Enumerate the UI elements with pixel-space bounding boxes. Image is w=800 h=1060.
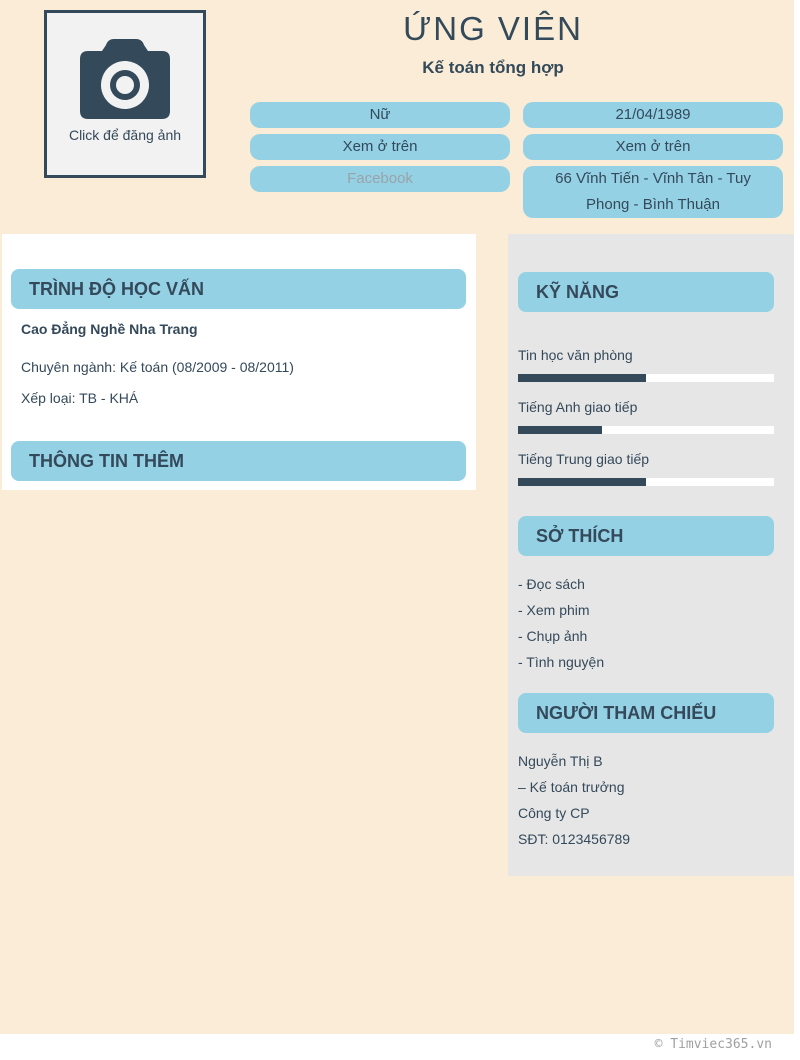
candidate-name[interactable]: ỨNG VIÊN: [403, 10, 583, 47]
hobby-item[interactable]: - Tình nguyện: [518, 654, 605, 670]
skill-level-fill: [518, 426, 602, 434]
education-grade[interactable]: Xếp loại: TB - KHÁ: [21, 390, 139, 406]
skill-label[interactable]: Tiếng Trung giao tiếp: [518, 451, 650, 467]
job-position[interactable]: Kế toán tổng hợp: [422, 58, 564, 77]
hobby-item[interactable]: - Chụp ảnh: [518, 628, 588, 644]
hobby-item[interactable]: - Đọc sách: [518, 576, 585, 592]
skill-label[interactable]: Tiếng Anh giao tiếp: [518, 399, 638, 415]
skill-level-bar: [518, 426, 774, 434]
education-major[interactable]: Chuyên ngành: Kế toán (08/2009 - 08/2011): [21, 359, 294, 375]
skill-level-fill: [518, 478, 646, 486]
address-field[interactable]: 66 Vĩnh Tiến - Vĩnh Tân - Tuy Phong - Bình Thuận: [523, 166, 783, 218]
reference-line[interactable]: – Kế toán trưởng: [518, 779, 625, 795]
skills-heading[interactable]: KỸ NĂNG: [518, 272, 774, 312]
hobby-item[interactable]: - Xem phim: [518, 602, 590, 618]
education-heading[interactable]: TRÌNH ĐỘ HỌC VẤN: [11, 269, 466, 309]
extra-info-heading[interactable]: THÔNG TIN THÊM: [11, 441, 466, 481]
skill-level-bar: [518, 374, 774, 382]
watermark: © Timviec365.vn: [654, 1037, 772, 1052]
skill-label[interactable]: Tin học văn phòng: [518, 347, 633, 363]
skill-level-fill: [518, 374, 646, 382]
facebook-field[interactable]: Facebook: [250, 166, 510, 192]
reference-line[interactable]: SĐT: 0123456789: [518, 831, 631, 847]
school-name[interactable]: Cao Đẳng Nghề Nha Trang: [21, 321, 198, 337]
camera-icon: [78, 37, 172, 121]
hobbies-heading[interactable]: SỞ THÍCH: [518, 516, 774, 556]
gender-field[interactable]: Nữ: [250, 102, 510, 128]
skill-level-bar: [518, 478, 774, 486]
email-field[interactable]: Xem ở trên: [523, 134, 783, 160]
references-heading[interactable]: NGƯỜI THAM CHIẾU: [518, 693, 774, 733]
phone-field[interactable]: Xem ở trên: [250, 134, 510, 160]
dob-field[interactable]: 21/04/1989: [523, 102, 783, 128]
photo-upload[interactable]: [44, 10, 206, 178]
reference-line[interactable]: Công ty CP: [518, 805, 590, 821]
photo-upload-label: Click để đăng ảnh: [68, 127, 182, 143]
reference-line[interactable]: Nguyễn Thị B: [518, 753, 603, 769]
